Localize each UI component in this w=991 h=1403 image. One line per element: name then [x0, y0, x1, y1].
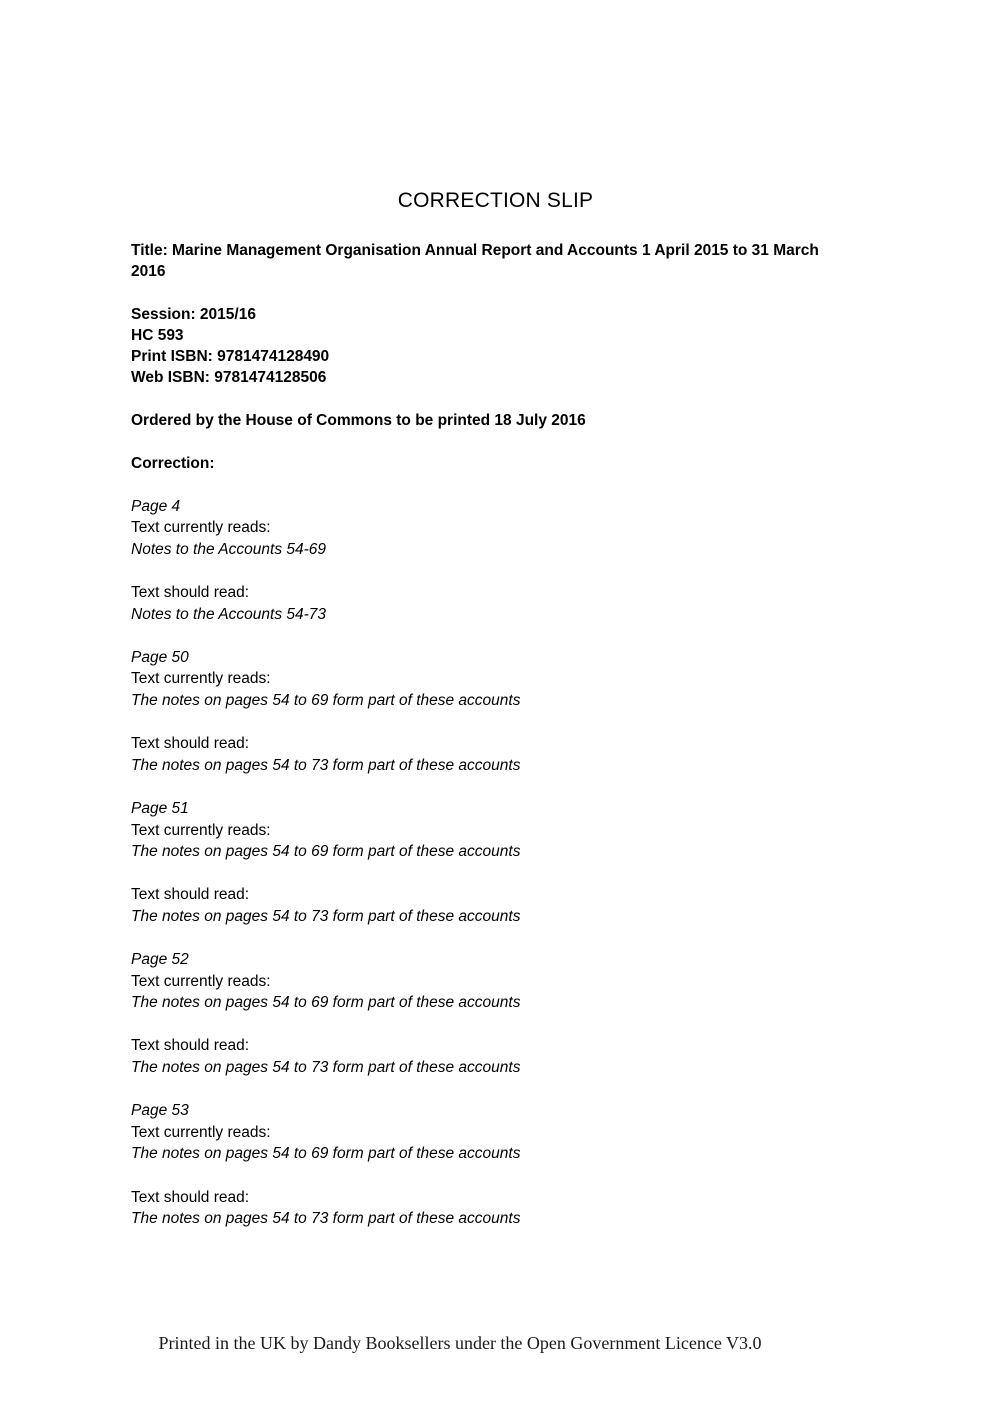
- ordered-by-line: Ordered by the House of Commons to be printed 18 July 2016: [131, 412, 586, 429]
- should-read-text: Notes to the Accounts 54-73: [131, 605, 327, 623]
- correction-page-label: Page 50: [131, 648, 189, 666]
- currently-reads-text: The notes on pages 54 to 69 form part of these accounts: [131, 994, 521, 1012]
- should-read-label: Text should read:: [131, 583, 250, 601]
- document-body: [131, 240, 857, 1230]
- correction-entry: [131, 798, 857, 928]
- spacer: [131, 1014, 857, 1036]
- publication-title: Title: Marine Management Organisation Annual Report and Accounts 1 April 2015 to 31 March 2016: [131, 242, 819, 280]
- currently-reads-label: Text currently reads:: [131, 1123, 271, 1141]
- spacer: [131, 1079, 857, 1101]
- should-read-label: Text should read:: [131, 735, 250, 753]
- publication-title-block: [131, 240, 857, 282]
- page-title: CORRECTION SLIP: [397, 189, 594, 212]
- footer-imprint: Printed in the UK by Dandy Booksellers under the Open Government Licence V3.0: [158, 1333, 762, 1353]
- correction-section-heading: Correction:: [131, 455, 215, 472]
- publication-meta-block: [131, 304, 857, 388]
- currently-reads-text: The notes on pages 54 to 69 form part of these accounts: [131, 843, 521, 861]
- correction-entry: [131, 647, 857, 777]
- spacer: [131, 927, 857, 949]
- should-read-text: The notes on pages 54 to 73 form part of these accounts: [131, 1059, 521, 1077]
- spacer: [131, 625, 857, 647]
- spacer: [131, 282, 857, 304]
- web-isbn-line: Web ISBN: 9781474128506: [131, 369, 327, 386]
- should-read-text: The notes on pages 54 to 73 form part of these accounts: [131, 1210, 521, 1228]
- should-read-text: The notes on pages 54 to 73 form part of these accounts: [131, 907, 521, 925]
- should-read-label: Text should read:: [131, 1037, 250, 1055]
- spacer: [131, 712, 857, 734]
- should-read-text: The notes on pages 54 to 73 form part of these accounts: [131, 756, 521, 774]
- currently-reads-text: The notes on pages 54 to 69 form part of these accounts: [131, 691, 521, 709]
- correction-page-label: Page 51: [131, 799, 189, 817]
- currently-reads-text: Notes to the Accounts 54-69: [131, 540, 327, 558]
- corrections-list: [131, 496, 857, 1230]
- ordered-by-block: [131, 410, 857, 431]
- spacer: [131, 863, 857, 885]
- correction-entry: [131, 949, 857, 1079]
- spacer: [131, 1165, 857, 1187]
- correction-page-label: Page 4: [131, 497, 181, 515]
- spacer: [131, 474, 857, 496]
- currently-reads-text: The notes on pages 54 to 69 form part of these accounts: [131, 1145, 521, 1163]
- currently-reads-label: Text currently reads:: [131, 670, 271, 688]
- spacer: [131, 776, 857, 798]
- correction-entry: [131, 1100, 857, 1230]
- session-line: Session: 2015/16: [131, 306, 256, 323]
- print-isbn-line: Print ISBN: 9781474128490: [131, 348, 330, 365]
- currently-reads-label: Text currently reads:: [131, 972, 271, 990]
- currently-reads-label: Text currently reads:: [131, 821, 271, 839]
- spacer: [131, 388, 857, 410]
- currently-reads-label: Text currently reads:: [131, 519, 271, 537]
- hc-number-line: HC 593: [131, 327, 184, 344]
- correction-page-label: Page 53: [131, 1102, 189, 1120]
- correction-page-label: Page 52: [131, 951, 189, 969]
- should-read-label: Text should read:: [131, 886, 250, 904]
- spacer: [131, 431, 857, 453]
- correction-entry: [131, 496, 857, 626]
- spacer: [131, 560, 857, 582]
- should-read-label: Text should read:: [131, 1188, 250, 1206]
